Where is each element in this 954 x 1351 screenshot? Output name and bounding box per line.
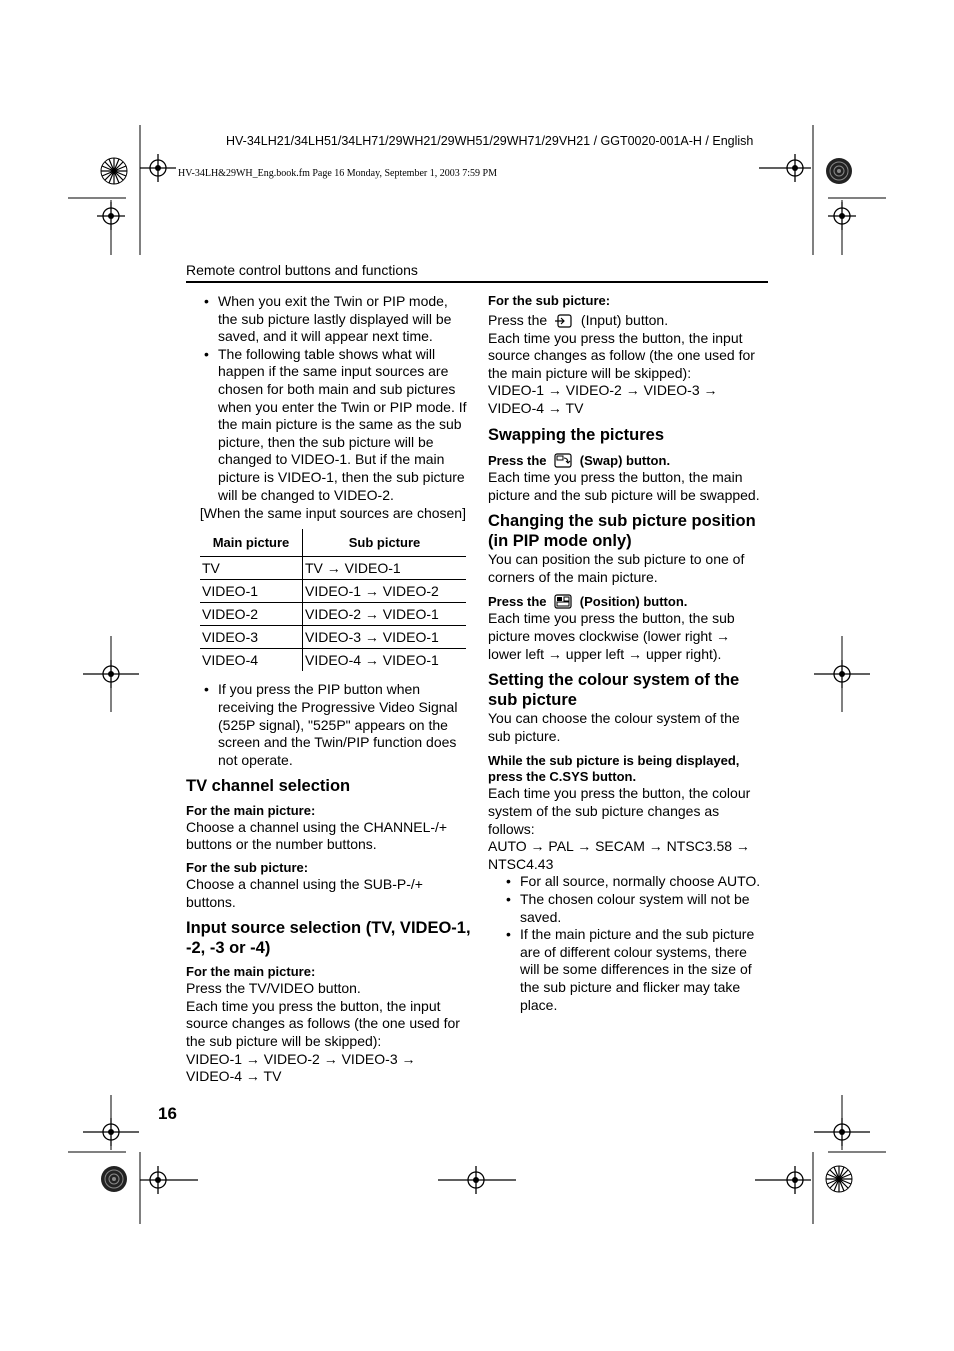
position-press bbox=[488, 594, 773, 610]
table-cell: VIDEO-3 → VIDEO-1 bbox=[303, 626, 467, 649]
table-cell: VIDEO-2 → VIDEO-1 bbox=[303, 603, 467, 626]
table-cell: VIDEO-4 bbox=[200, 649, 303, 672]
pip-bullet bbox=[186, 681, 471, 769]
right-column bbox=[488, 293, 773, 1014]
button-name: (Position) button. bbox=[579, 594, 688, 610]
swap-press bbox=[488, 453, 773, 469]
page-number: 16 bbox=[158, 1104, 177, 1123]
left-column bbox=[186, 293, 471, 1086]
input-main-text-2: Each time you press the button, the input source changes as follows (the one used for the sub picture will be skipped): bbox=[186, 997, 460, 1049]
swap-heading: Swapping the pictures bbox=[488, 425, 665, 444]
section-title: Remote control buttons and functions bbox=[186, 262, 418, 278]
colour-heading: Setting the colour system of the sub picture bbox=[488, 671, 740, 709]
position-intro: You can position the sub picture to one of corners of the main picture. bbox=[488, 551, 745, 585]
table-cell: TV → VIDEO-1 bbox=[303, 557, 467, 580]
colour-instruction: While the sub picture is being displayed, press the C.SYS button. bbox=[488, 753, 740, 785]
tv-sub-label: For the sub picture: bbox=[186, 859, 309, 875]
table-row bbox=[200, 603, 466, 626]
table-cell: VIDEO-2 bbox=[200, 603, 303, 626]
list-item: • The following table shows what will happen if the same input sources are chosen for both main and sub pictures when you enter the Twin or PIP mode. If the main picture is the same as the sub picture, then the sub picture will be changed to VIDEO-1. But if the main picture is VIDEO-1, then the sub picture will be changed to VIDEO-2. bbox=[186, 346, 471, 504]
table-header: Main picture bbox=[200, 529, 303, 557]
list-item: • The chosen colour system will not be saved. bbox=[488, 891, 750, 926]
header-rule bbox=[186, 281, 768, 283]
input-icon bbox=[555, 314, 573, 328]
table-caption: [When the same input sources are chosen] bbox=[199, 505, 466, 522]
colour-text: Each time you press the button, the colour system of the sub picture changes as follows: bbox=[488, 785, 751, 837]
swap-icon bbox=[554, 453, 572, 468]
tv-channel-heading: TV channel selection bbox=[186, 777, 351, 796]
list-item: • For all source, normally choose AUTO. bbox=[488, 873, 773, 891]
colour-bullets bbox=[488, 873, 773, 1014]
position-icon bbox=[554, 594, 572, 609]
table-row bbox=[200, 626, 466, 649]
tv-main-label: For the main picture: bbox=[186, 802, 316, 818]
table-row bbox=[200, 649, 466, 672]
input-main-sequence: VIDEO-1 → VIDEO-2 → VIDEO-3 → VIDEO-4 → TV bbox=[186, 1050, 416, 1085]
press-text: Press the bbox=[488, 312, 548, 328]
table-cell: VIDEO-3 bbox=[200, 626, 303, 649]
top-bullets bbox=[186, 293, 471, 504]
table-row bbox=[200, 557, 466, 580]
position-heading: Changing the sub picture position (in PIP mode only) bbox=[488, 512, 756, 550]
input-source-heading: Input source selection (TV, VIDEO-1, -2, -3 or -4) bbox=[186, 919, 471, 957]
table-cell: VIDEO-4 → VIDEO-1 bbox=[305, 651, 439, 668]
input-main-label: For the main picture: bbox=[186, 964, 316, 980]
file-line: HV-34LH&29WH_Eng.book.fm Page 16 Monday, September 1, 2003 7:59 PM bbox=[178, 168, 497, 179]
sub-input-press bbox=[488, 312, 773, 330]
press-text: Press the bbox=[488, 453, 547, 469]
table-cell: TV bbox=[200, 557, 303, 580]
tv-main-text: Choose a channel using the CHANNEL-/+ buttons or the number buttons. bbox=[186, 818, 448, 853]
button-name: (Input) button. bbox=[580, 312, 669, 328]
input-source-table bbox=[200, 529, 466, 672]
press-text: Press the bbox=[488, 594, 547, 610]
sub-input-label: For the sub picture: bbox=[488, 293, 611, 308]
input-main-text-1: Press the TV/VIDEO button. bbox=[186, 980, 361, 997]
table-cell: VIDEO-1 → VIDEO-2 bbox=[303, 580, 467, 603]
button-name: (Swap) button. bbox=[579, 453, 671, 469]
table-cell: VIDEO-1 bbox=[200, 580, 303, 603]
swap-text: Each time you press the button, the main picture and the sub picture will be swapped. bbox=[488, 469, 760, 503]
table-header: Sub picture bbox=[303, 529, 467, 557]
colour-intro: You can choose the colour system of the sub picture. bbox=[488, 710, 740, 744]
tv-sub-text: Choose a channel using the SUB-P-/+ buttons. bbox=[186, 875, 423, 910]
list-item: • If you press the PIP button when receiving the Progressive Video Signal (525P signal), "525P" appears on the screen and the Twin/PIP function does not operate. bbox=[186, 681, 471, 769]
position-text: Each time you press the button, the sub picture moves clockwise (lower right → lower left → upper left → upper right). bbox=[488, 610, 735, 662]
list-item: • If the main picture and the sub picture are of different colour systems, there will be some differences in the size of the sub picture and flicker may take place. bbox=[488, 926, 770, 1014]
table-row bbox=[200, 580, 466, 603]
model-line: HV-34LH21/34LH51/34LH71/29WH21/29WH51/29WH71/29VH21 / GGT0020-001A-H / English bbox=[226, 134, 754, 148]
sub-input-sequence: VIDEO-1 → VIDEO-2 → VIDEO-3 → VIDEO-4 → TV bbox=[488, 382, 718, 416]
colour-sequence: AUTO → PAL → SECAM → NTSC3.58 → NTSC4.43 bbox=[488, 838, 750, 872]
sub-input-text: Each time you press the button, the input source changes as follow (the one used for the main picture will be skipped): bbox=[488, 329, 755, 381]
list-item: • When you exit the Twin or PIP mode, the sub picture lastly displayed will be saved, and it will appear next time. bbox=[186, 293, 471, 346]
